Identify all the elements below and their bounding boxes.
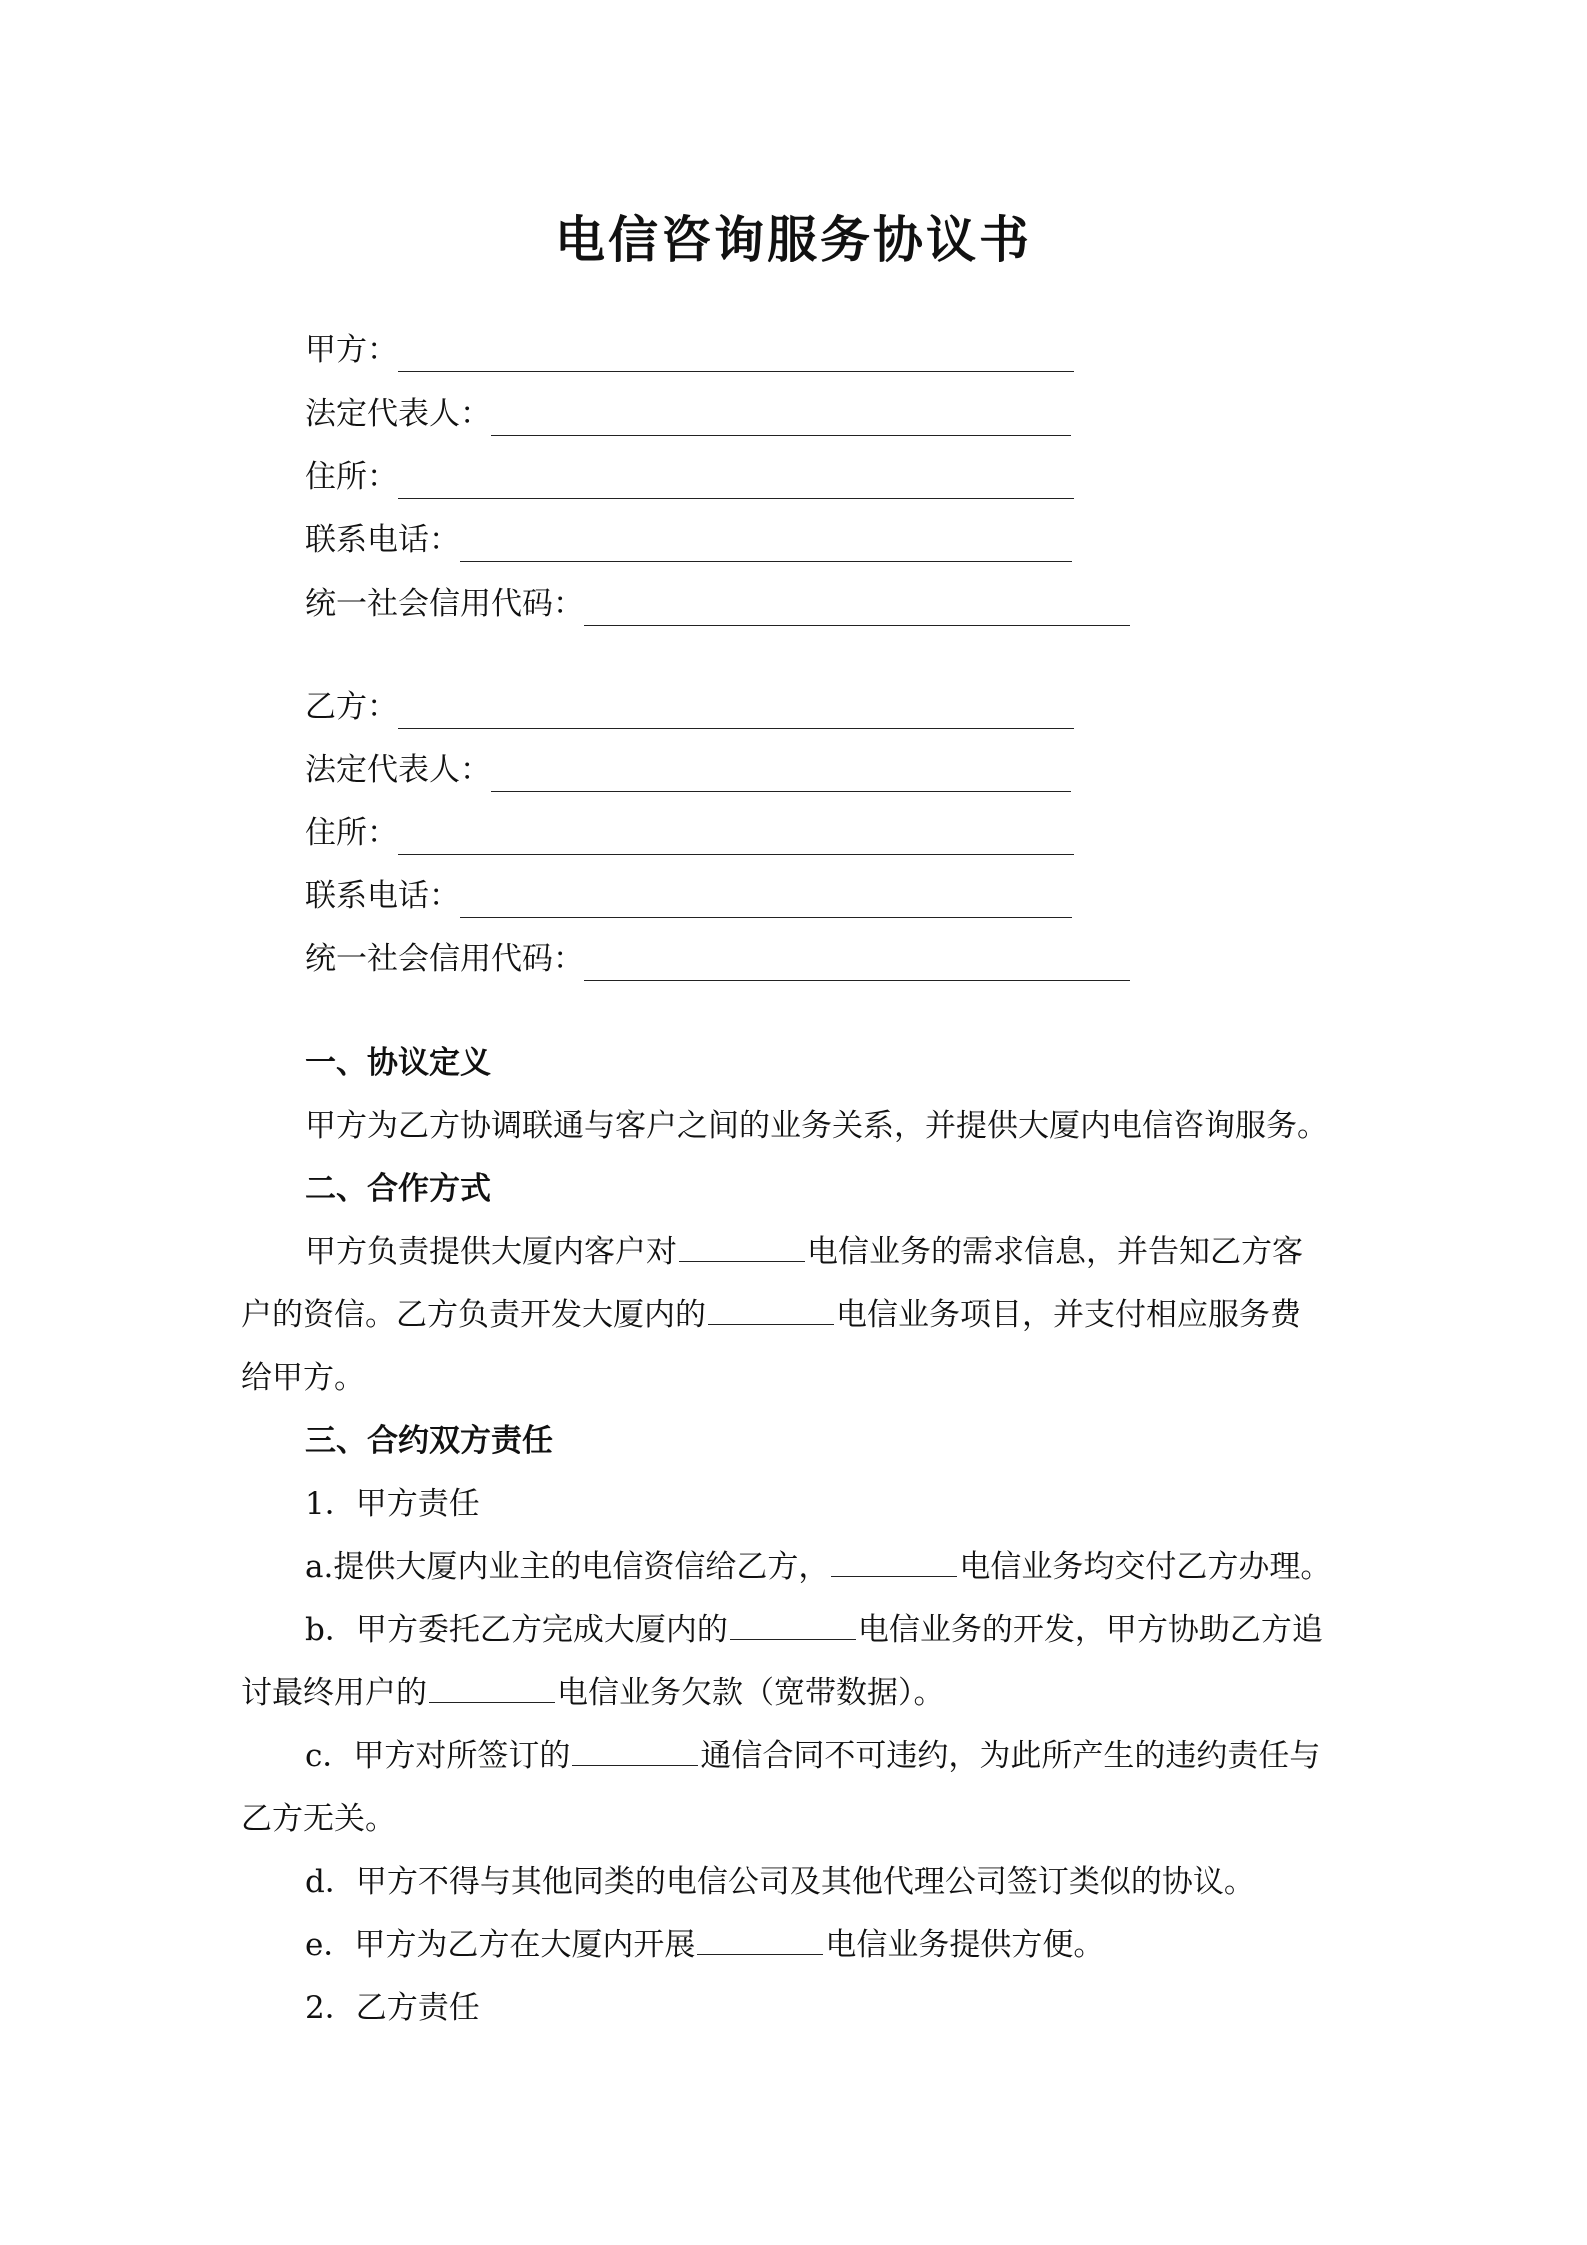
party-b-label: 乙方：	[305, 689, 398, 725]
party-a-credit-row	[305, 582, 1130, 626]
fill-blank[interactable]	[697, 1924, 823, 1955]
party-b-address-label: 住所：	[305, 815, 398, 851]
fill-blank[interactable]	[831, 1546, 957, 1577]
party-b-credit-field[interactable]	[584, 944, 1130, 981]
item-b-line-1	[305, 1608, 1323, 1652]
party-a-address-row	[305, 455, 1074, 499]
item-c-part-2: 通信合同不可违约，为此所产生的违约责任与	[700, 1738, 1321, 1774]
item-c-line-1	[305, 1734, 1320, 1778]
document-title: 电信咨询服务协议书	[555, 210, 1032, 269]
party-a-address-field[interactable]	[398, 462, 1074, 499]
party-a-rep-row	[305, 392, 1071, 436]
party-b-phone-field[interactable]	[460, 881, 1072, 918]
item-e	[305, 1923, 1104, 1967]
section-2-line-1-b: 电信业务的需求信息，并告知乙方客	[807, 1234, 1303, 1270]
item-d: d．甲方不得与其他同类的电信公司及其他代理公司签订类似的协议。	[305, 1864, 1255, 1900]
section-3-sub-1: 1．甲方责任	[305, 1486, 480, 1522]
party-a-credit-label: 统一社会信用代码：	[305, 586, 584, 622]
section-1-heading: 一、协议定义	[305, 1045, 491, 1081]
section-3-sub-2: 2．乙方责任	[305, 1990, 480, 2026]
party-a-label: 甲方：	[305, 332, 398, 368]
party-b-address-field[interactable]	[398, 818, 1074, 855]
party-b-row	[305, 685, 1074, 729]
item-c-line-2: 乙方无关。	[241, 1801, 396, 1837]
item-e-part-1: e．甲方为乙方在大厦内开展	[305, 1927, 696, 1963]
party-b-rep-row	[305, 748, 1071, 792]
section-3-heading: 三、合约双方责任	[305, 1423, 553, 1459]
section-2-line-1	[305, 1230, 1303, 1274]
section-2-line-3: 给甲方。	[241, 1360, 365, 1396]
party-b-credit-row	[305, 937, 1130, 981]
section-2-heading: 二、合作方式	[305, 1171, 491, 1207]
fill-blank[interactable]	[572, 1735, 698, 1766]
item-b-line-2	[241, 1671, 945, 1715]
party-a-phone-row	[305, 518, 1072, 562]
item-e-part-2: 电信业务提供方便。	[825, 1927, 1105, 1963]
party-a-phone-label: 联系电话：	[305, 522, 460, 558]
party-b-credit-label: 统一社会信用代码：	[305, 941, 584, 977]
item-a-part-2: 电信业务均交付乙方办理。	[959, 1549, 1332, 1585]
party-b-rep-label: 法定代表人：	[305, 752, 491, 788]
item-b-part-3: 讨最终用户的	[241, 1675, 427, 1711]
party-a-field[interactable]	[398, 335, 1074, 372]
party-b-phone-row	[305, 874, 1072, 918]
section-2-line-2	[241, 1293, 1301, 1337]
item-a	[305, 1545, 1331, 1589]
section-1-text: 甲方为乙方协调联通与客户之间的业务关系，并提供大厦内电信咨询服务。	[305, 1108, 1328, 1144]
party-a-rep-field[interactable]	[491, 399, 1071, 436]
party-a-credit-field[interactable]	[584, 589, 1130, 626]
party-b-rep-field[interactable]	[491, 755, 1071, 792]
fill-blank[interactable]	[708, 1294, 834, 1325]
section-2-line-2-a: 户的资信。乙方负责开发大厦内的	[241, 1297, 706, 1333]
section-2-line-1-a: 甲方负责提供大厦内客户对	[305, 1234, 677, 1270]
party-a-rep-label: 法定代表人：	[305, 396, 491, 432]
fill-blank[interactable]	[429, 1672, 555, 1703]
fill-blank[interactable]	[679, 1231, 805, 1262]
fill-blank[interactable]	[730, 1609, 856, 1640]
item-b-part-2: 电信业务的开发，甲方协助乙方追	[857, 1612, 1323, 1648]
party-b-phone-label: 联系电话：	[305, 878, 460, 914]
party-a-phone-field[interactable]	[460, 525, 1072, 562]
item-b-part-4: 电信业务欠款（宽带数据）。	[557, 1675, 945, 1711]
party-b-address-row	[305, 811, 1074, 855]
item-c-part-1: c．甲方对所签订的	[305, 1738, 571, 1774]
item-b-part-1: b．甲方委托乙方完成大厦内的	[305, 1612, 728, 1648]
party-a-address-label: 住所：	[305, 459, 398, 495]
party-a-row	[305, 328, 1074, 372]
section-2-line-2-b: 电信业务项目，并支付相应服务费	[836, 1297, 1301, 1333]
party-b-field[interactable]	[398, 692, 1074, 729]
item-a-part-1: a.提供大厦内业主的电信资信给乙方，	[305, 1549, 830, 1585]
